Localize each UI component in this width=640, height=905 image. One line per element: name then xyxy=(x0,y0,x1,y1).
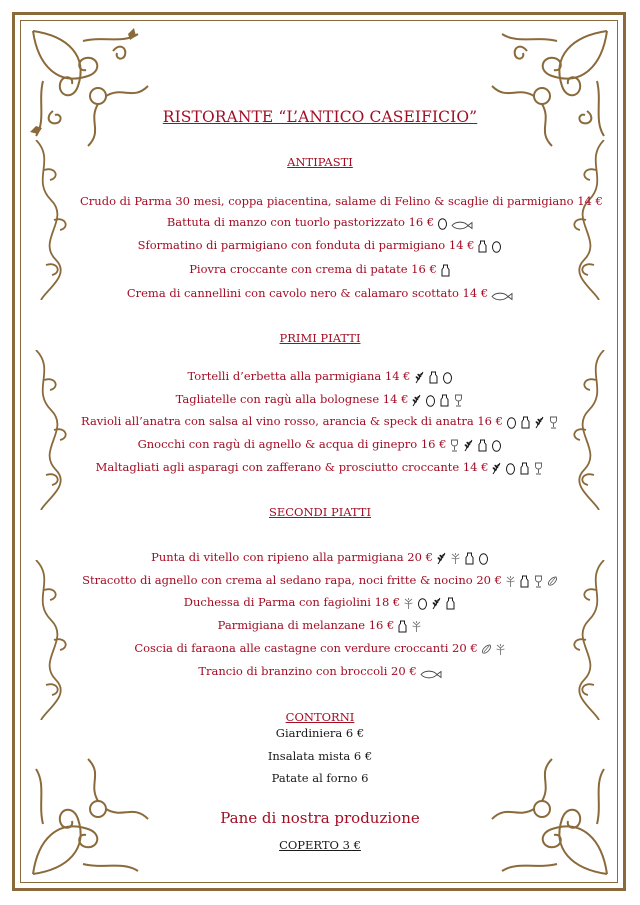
section-heading-secondi: SECONDI PIATTI xyxy=(268,505,372,519)
wine-glass-icon xyxy=(453,394,464,407)
egg-icon xyxy=(478,552,489,565)
nut-icon xyxy=(547,575,558,588)
fish-icon xyxy=(420,668,442,677)
menu-item-text: Ravioli all’anatra con salsa al vino rosso, arancia & speck di anatra 16 € xyxy=(81,414,503,428)
menu-item-text: Crudo di Parma 30 mesi, coppa piacentina, salame di Felino & scaglie di parmigiano 14 € xyxy=(80,194,603,208)
menu-item xyxy=(80,749,560,763)
menu-item xyxy=(80,392,560,407)
egg-icon xyxy=(442,371,453,384)
menu-item-text: Parmigiana di melanzane 16 € xyxy=(217,618,395,632)
side-scroll-ornament-icon xyxy=(554,140,614,300)
menu-item-text: Giardiniera 6 € xyxy=(275,726,365,740)
celery-icon xyxy=(403,597,414,610)
wheat-icon xyxy=(534,416,545,429)
side-scroll-ornament-icon xyxy=(26,350,86,510)
menu-item xyxy=(80,437,560,452)
menu-item xyxy=(80,238,560,253)
wheat-icon xyxy=(436,552,447,565)
egg-icon xyxy=(505,462,516,475)
side-scroll-ornament-icon xyxy=(554,350,614,510)
celery-icon xyxy=(495,643,506,656)
side-scroll-ornament-icon xyxy=(26,560,86,720)
side-scroll-ornament-icon xyxy=(26,140,86,300)
wheat-icon xyxy=(411,394,422,407)
menu-item xyxy=(80,262,560,277)
menu-item xyxy=(80,771,560,785)
menu-item-text: Tagliatelle con ragù alla bolognese 14 € xyxy=(175,392,409,406)
bread-note: Pane di nostra produzione xyxy=(220,809,420,827)
menu-item-text: Duchessa di Parma con fagiolini 18 € xyxy=(183,595,401,609)
celery-icon xyxy=(450,552,461,565)
menu-item-text: Piovra croccante con crema di patate 16 € xyxy=(189,262,437,276)
celery-icon xyxy=(505,575,516,588)
wheat-icon xyxy=(414,371,425,384)
milk-bottle-icon xyxy=(519,575,530,588)
cover-charge: COPERTO 3 € xyxy=(279,838,361,852)
menu-item xyxy=(80,595,560,610)
menu-item xyxy=(80,550,560,565)
menu-item xyxy=(80,641,560,656)
fish-icon xyxy=(491,290,513,299)
menu-item xyxy=(80,664,560,678)
menu-item xyxy=(80,414,560,429)
menu-item-text: Tortelli d’erbetta alla parmigiana 14 € xyxy=(187,369,411,383)
menu-item-text: Gnocchi con ragù di agnello & acqua di ginepro 16 € xyxy=(137,437,447,451)
egg-icon xyxy=(491,240,502,253)
wine-glass-icon xyxy=(533,575,544,588)
nut-icon xyxy=(481,643,492,656)
side-scroll-ornament-icon xyxy=(554,560,614,720)
menu-item xyxy=(80,215,560,230)
menu-item-text: Trancio di branzino con broccoli 20 € xyxy=(198,664,417,678)
wine-glass-icon xyxy=(548,416,559,429)
milk-bottle-icon xyxy=(519,462,530,475)
menu-item-text: Insalata mista 6 € xyxy=(267,749,373,763)
egg-icon xyxy=(491,439,502,452)
menu-item-text: Sformatino di parmigiano con fonduta di parmigiano 14 € xyxy=(137,238,475,252)
milk-bottle-icon xyxy=(520,416,531,429)
wheat-icon xyxy=(463,439,474,452)
egg-icon xyxy=(425,394,436,407)
wheat-icon xyxy=(491,462,502,475)
milk-bottle-icon xyxy=(445,597,456,610)
milk-bottle-icon xyxy=(428,371,439,384)
restaurant-title: RISTORANTE “L’ANTICO CASEIFICIO” xyxy=(162,108,478,126)
menu-item-text: Coscia di faraona alle castagne con verdure croccanti 20 € xyxy=(134,641,478,655)
menu-item xyxy=(80,618,560,633)
menu-item xyxy=(80,194,603,208)
section-heading-contorni: CONTORNI xyxy=(285,710,355,724)
menu-item-text: Stracotto di agnello con crema al sedano rapa, noci fritte & nocino 20 € xyxy=(82,573,502,587)
milk-bottle-icon xyxy=(439,394,450,407)
milk-bottle-icon xyxy=(477,439,488,452)
menu-item xyxy=(80,726,560,740)
celery-icon xyxy=(411,620,422,633)
menu-item-text: Patate al forno 6 xyxy=(271,771,369,785)
menu-item xyxy=(80,573,560,588)
egg-icon xyxy=(437,217,448,230)
wine-glass-icon xyxy=(449,439,460,452)
menu-item-text: Maltagliati agli asparagi con zafferano & prosciutto croccante 14 € xyxy=(95,460,489,474)
milk-bottle-icon xyxy=(464,552,475,565)
milk-bottle-icon xyxy=(477,240,488,253)
milk-bottle-icon xyxy=(440,264,451,277)
wheat-icon xyxy=(431,597,442,610)
menu-item-text: Punta di vitello con ripieno alla parmigiana 20 € xyxy=(151,550,433,564)
egg-icon xyxy=(417,597,428,610)
milk-bottle-icon xyxy=(397,620,408,633)
fish-icon xyxy=(451,219,473,228)
menu-item xyxy=(80,286,560,300)
menu-content xyxy=(80,0,603,905)
section-heading-primi: PRIMI PIATTI xyxy=(279,331,361,345)
egg-icon xyxy=(506,416,517,429)
menu-item xyxy=(80,460,560,475)
section-heading-antipasti: ANTIPASTI xyxy=(287,155,353,169)
menu-item xyxy=(80,369,560,384)
menu-item-text: Battuta di manzo con tuorlo pastorizzato 16 € xyxy=(166,215,435,229)
wine-glass-icon xyxy=(533,462,544,475)
menu-item-text: Crema di cannellini con cavolo nero & calamaro scottato 14 € xyxy=(126,286,489,300)
